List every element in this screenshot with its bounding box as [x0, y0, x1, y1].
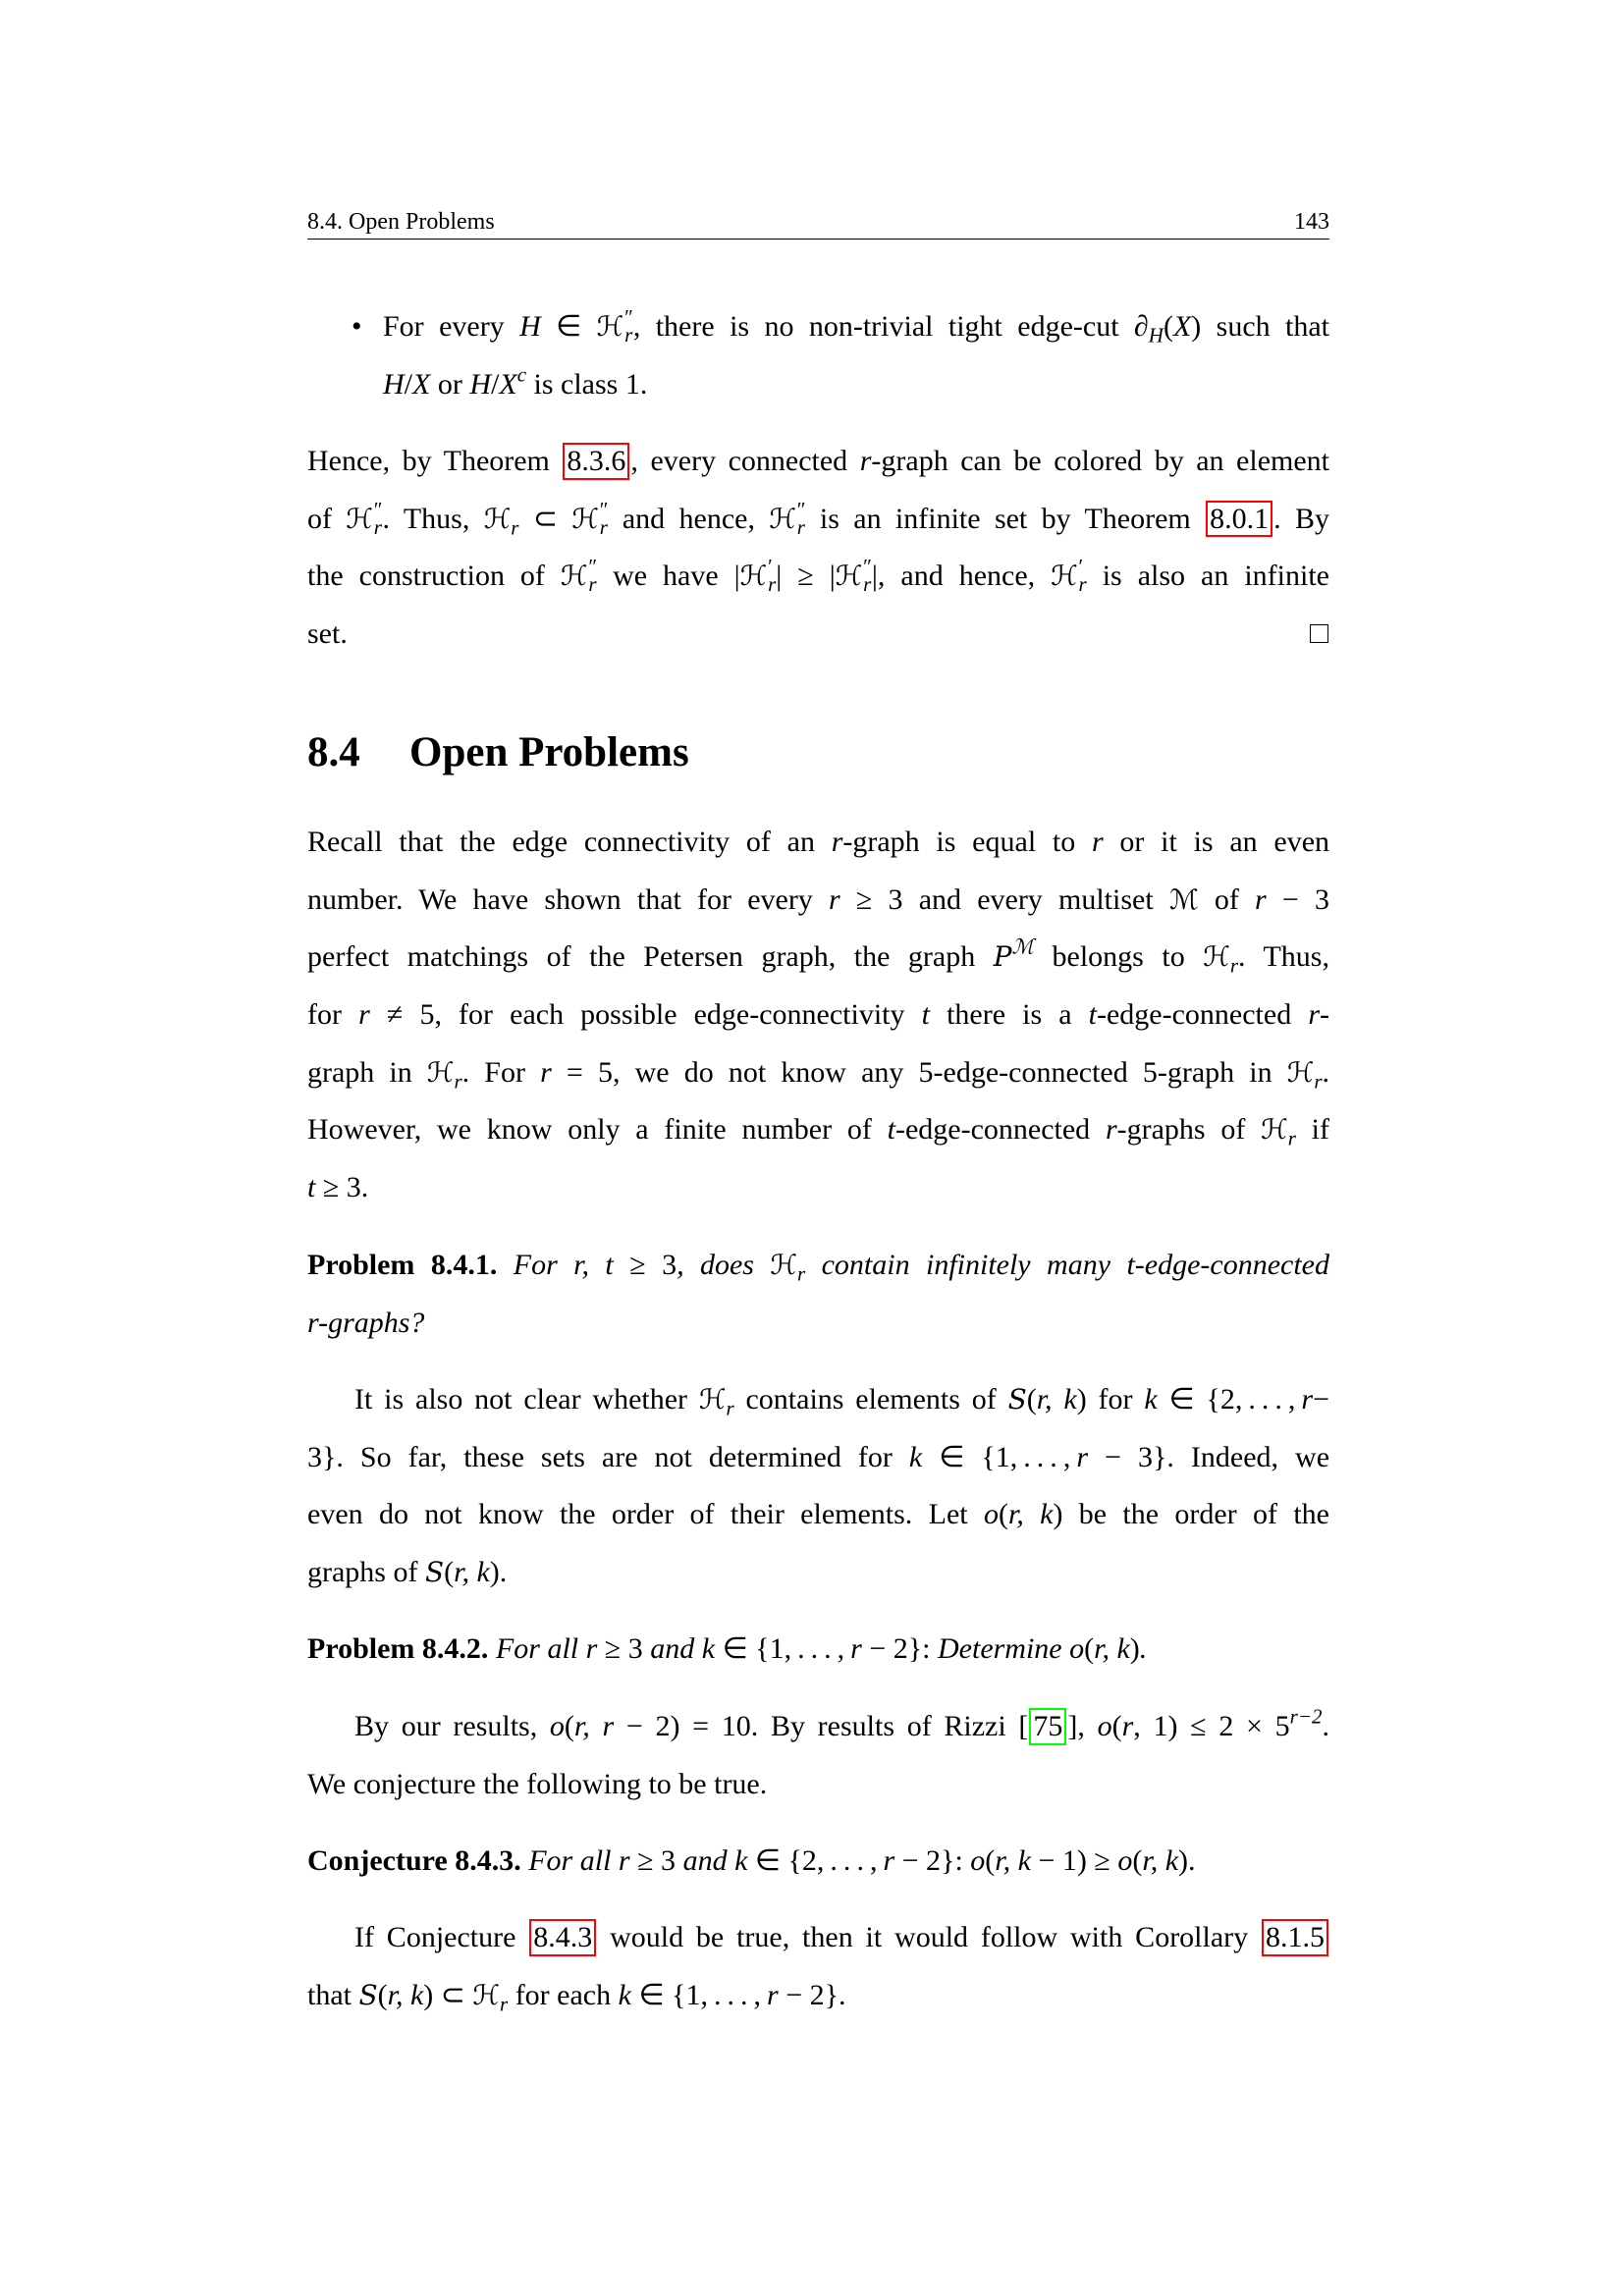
math-variable: r	[883, 1844, 895, 1877]
text-run: ) be the order of the	[1053, 1498, 1329, 1531]
text-run: or	[430, 367, 470, 400]
calligraphic-symbol: ℋ	[1051, 560, 1078, 593]
text-run: . By	[1273, 502, 1329, 535]
subscript: r	[768, 572, 777, 597]
bullet-symbol: •	[352, 310, 362, 343]
bullet-item	[307, 298, 1329, 413]
bold-label: Conjecture 8.4.3.	[307, 1844, 521, 1877]
text-run: (	[444, 1556, 455, 1589]
text-line	[307, 1044, 1329, 1102]
text-run: ).	[1178, 1844, 1196, 1877]
text-run: If Conjecture	[354, 1921, 529, 1953]
paragraph-text	[307, 814, 1329, 1217]
section-number: 8.4	[307, 729, 360, 775]
text-run: and hence,	[608, 502, 770, 535]
text-run: is also an infinite	[1086, 560, 1329, 593]
text-run: if	[1295, 1113, 1329, 1147]
text-line-content	[307, 1556, 507, 1588]
text-line	[307, 1295, 1329, 1353]
math-variable: H	[383, 367, 405, 400]
text-line	[307, 1159, 1329, 1217]
cross-reference-link[interactable]: 8.4.3	[529, 1919, 596, 1956]
text-line-content	[307, 555, 1329, 597]
text-line-content	[307, 1055, 1330, 1094]
text-run: .	[1322, 1055, 1330, 1089]
text-run: -	[1320, 998, 1329, 1032]
math-variable: k	[701, 1632, 716, 1665]
subscript: r	[1078, 572, 1087, 597]
paragraph	[307, 1698, 1329, 1813]
text-line	[307, 606, 1329, 664]
text-line	[307, 1486, 1329, 1544]
text-line-content	[307, 1307, 424, 1339]
text-run: the construction of	[307, 560, 561, 593]
text-run: ∈	[540, 310, 597, 343]
text-line-content	[307, 1768, 767, 1800]
stacked-script	[863, 555, 872, 597]
math-variable: r	[859, 445, 872, 477]
conjecture-text	[307, 1833, 1329, 1891]
math-variable: t	[1126, 1249, 1135, 1281]
text-run: that	[307, 1978, 359, 2011]
text-line	[307, 491, 1329, 549]
calligraphic-symbol: ℋ	[571, 502, 599, 535]
text-run: , there is no non-trivial tight edge-cut ∂	[632, 310, 1149, 343]
text-run: . For	[461, 1055, 541, 1089]
stacked-script	[624, 305, 633, 347]
subscript: r	[500, 1991, 509, 2015]
problem-8-4-1	[307, 1237, 1329, 1352]
text-run: (	[1111, 1710, 1122, 1742]
text-run: there is a	[929, 998, 1089, 1032]
text-line	[307, 814, 1329, 872]
calligraphic-symbol: ℋ	[472, 1978, 500, 2011]
italic-text: and	[650, 1632, 702, 1665]
text-line-content	[307, 1441, 1329, 1473]
text-line-content	[354, 1704, 1330, 1742]
math-variable: X	[499, 367, 517, 400]
superscript: ″	[373, 497, 383, 521]
text-run: ∈ {1, . . . ,	[715, 1632, 851, 1665]
text-run: ∈ {2, . . . ,	[747, 1844, 884, 1877]
text-run: − 3	[1266, 882, 1329, 916]
math-variable: o	[970, 1844, 986, 1877]
italic-text: contain infinitely many	[805, 1249, 1127, 1281]
math-variable: X	[412, 367, 431, 400]
section-title: Open Problems	[409, 729, 689, 775]
text-run: graph in	[307, 1055, 427, 1089]
text-run: − 2}:	[861, 1632, 938, 1665]
math-variable: r	[1121, 1710, 1134, 1742]
text-run: number. We have shown that for every	[307, 882, 829, 916]
italic-text: , does	[677, 1249, 771, 1281]
calligraphic-symbol: ℋ	[1261, 1113, 1288, 1147]
superscript: ″	[624, 305, 633, 330]
text-run: ≠ 5, for each possible edge-connectivity	[369, 998, 922, 1032]
text-run: is an infinite set by Theorem	[805, 502, 1206, 535]
superscript: ′	[1078, 555, 1084, 579]
subscript: H	[1148, 323, 1164, 347]
subscript: r	[588, 572, 597, 597]
text-line	[307, 1909, 1329, 1967]
cross-reference-link[interactable]: 8.3.6	[563, 443, 629, 480]
text-line-content	[307, 1844, 1196, 1877]
text-line-content	[307, 445, 1329, 477]
text-run: = 5, we do not know any 5-edge-connected 5-graph in	[551, 1055, 1287, 1089]
text-line	[307, 356, 1329, 414]
text-line	[307, 1544, 1329, 1602]
math-variable: k	[908, 1440, 923, 1473]
math-variable: r	[767, 1978, 779, 2011]
calligraphic-symbol: S	[424, 1556, 445, 1589]
text-run: − 3}. Indeed, we	[1088, 1440, 1330, 1473]
math-variable: r, k	[1142, 1844, 1179, 1877]
italic-text: and	[682, 1844, 735, 1877]
calligraphic-symbol: ℋ	[426, 1055, 455, 1089]
math-variable: o	[1117, 1844, 1133, 1877]
text-run: (	[1163, 310, 1173, 343]
text-run: 3}. So far, these sets are not determined for	[307, 1440, 909, 1473]
superscript: ℳ	[1011, 934, 1035, 959]
math-variable: r	[1255, 882, 1267, 916]
superscript: c	[516, 362, 527, 387]
text-run: of	[307, 502, 347, 535]
text-run: (	[564, 1710, 574, 1742]
math-variable: t	[307, 1171, 316, 1204]
text-run: It is also not clear whether	[354, 1383, 699, 1415]
text-line	[307, 1698, 1329, 1756]
text-run: ).	[489, 1556, 508, 1589]
calligraphic-symbol: ℋ	[769, 502, 796, 535]
problem-text	[307, 1621, 1329, 1679]
superscript: r−2	[1289, 1704, 1323, 1729]
text-line	[307, 1756, 1329, 1814]
text-line-content	[307, 934, 1329, 978]
math-variable: r	[540, 1055, 552, 1089]
text-run: (	[1026, 1383, 1037, 1415]
text-run: -edge-connected	[1097, 998, 1309, 1032]
italic-text: -edge-connected	[1134, 1249, 1329, 1281]
subscript: r	[863, 572, 872, 597]
section-heading	[307, 723, 1329, 782]
math-variable: t	[1088, 998, 1097, 1032]
text-run: −	[1313, 1383, 1329, 1415]
text-run: . Thus,	[1238, 940, 1329, 974]
stacked-script	[373, 497, 383, 539]
text-run: Recall that the edge connectivity of an	[307, 826, 832, 858]
text-line-content	[307, 826, 1329, 858]
text-run: , 1) ≤ 2 × 5	[1133, 1710, 1290, 1742]
text-line-content	[383, 305, 1330, 347]
text-run: /	[491, 367, 500, 400]
text-run: set.	[307, 617, 348, 651]
text-run: (	[985, 1844, 996, 1877]
text-line-content	[307, 1632, 1147, 1665]
superscript: ″	[599, 497, 609, 521]
text-run: is class 1.	[526, 367, 648, 400]
text-run: of	[1198, 882, 1256, 916]
math-variable: r	[358, 998, 370, 1032]
math-variable: H	[469, 367, 492, 400]
math-variable: r, k	[1007, 1498, 1054, 1531]
stacked-script	[599, 497, 609, 539]
calligraphic-symbol: ℋ	[483, 502, 512, 535]
subscript: r	[454, 1069, 462, 1094]
math-variable: t	[887, 1113, 895, 1147]
calligraphic-symbol: ℋ	[346, 502, 373, 535]
text-run: − 2}:	[894, 1844, 971, 1877]
text-run: ≥ 3	[613, 1249, 677, 1281]
text-line-content	[307, 497, 1329, 539]
header-rule	[307, 239, 1329, 240]
calligraphic-symbol: ℋ	[739, 560, 768, 593]
text-run: We conjecture the following to be true.	[307, 1767, 768, 1800]
calligraphic-symbol: S	[1007, 1383, 1027, 1415]
math-variable: o	[1069, 1632, 1085, 1665]
text-run: .	[1322, 1710, 1330, 1742]
text-line-content	[354, 1383, 1329, 1420]
subscript: r	[511, 514, 519, 539]
math-variable: t	[921, 998, 930, 1032]
text-run: ⊂	[518, 502, 572, 535]
text-run: . Thus,	[382, 502, 484, 535]
text-run: would be true, then it would follow with Corollary	[597, 1921, 1261, 1953]
italic-text: .	[1139, 1632, 1148, 1665]
text-run: for	[307, 998, 359, 1032]
text-run: (	[998, 1498, 1008, 1531]
math-variable: r, r	[573, 1710, 615, 1742]
paragraph	[307, 1371, 1329, 1602]
text-run: ≥ 3	[629, 1844, 683, 1877]
text-run: ∈ {1, . . . ,	[922, 1440, 1077, 1473]
text-run: − 2}.	[778, 1978, 846, 2011]
math-variable: r	[850, 1632, 862, 1665]
text-run: Hence, by Theorem	[307, 445, 563, 477]
text-line	[307, 1621, 1329, 1679]
calligraphic-symbol: ℳ	[1168, 882, 1199, 916]
paragraph	[307, 1909, 1329, 2024]
stacked-script	[1078, 555, 1087, 597]
text-run: -edge-connected	[894, 1113, 1106, 1147]
text-line	[307, 1101, 1329, 1159]
text-run: or it is an even	[1103, 826, 1330, 858]
text-line	[307, 1429, 1329, 1487]
text-run: (	[1084, 1632, 1095, 1665]
italic-text: For all	[520, 1844, 619, 1877]
math-variable: r, k	[1094, 1632, 1130, 1665]
text-run: ) such that	[1191, 310, 1330, 343]
stacked-script	[588, 555, 598, 597]
calligraphic-symbol: S	[358, 1978, 378, 2011]
bold-label: Problem 8.4.2.	[307, 1632, 489, 1665]
paragraph-text	[307, 1371, 1329, 1602]
text-line-content	[383, 362, 648, 400]
bold-label: Problem 8.4.1.	[307, 1249, 498, 1281]
text-line	[307, 987, 1329, 1044]
superscript: ″	[588, 555, 598, 579]
math-variable: o	[1097, 1710, 1112, 1742]
running-title: 8.4. Open Problems	[307, 209, 495, 235]
stacked-script	[796, 497, 806, 539]
math-variable: r, k	[1036, 1383, 1077, 1415]
math-variable: r, k	[454, 1556, 490, 1589]
calligraphic-symbol: ℋ	[1203, 940, 1230, 974]
subscript: r	[373, 514, 382, 539]
superscript: ′	[768, 555, 773, 579]
text-run: ∈ {2, . . . ,	[1157, 1383, 1302, 1415]
paragraph-text	[307, 433, 1329, 664]
math-variable: r	[618, 1844, 630, 1877]
text-line-content	[307, 998, 1329, 1031]
intro-paragraph	[307, 814, 1329, 1217]
superscript: ″	[863, 555, 872, 579]
text-run: ],	[1067, 1710, 1098, 1742]
math-variable: r	[307, 1306, 319, 1339]
math-variable: o	[549, 1710, 565, 1742]
math-variable: k	[618, 1978, 631, 2011]
text-line-content	[307, 1171, 368, 1203]
text-run: ) for	[1076, 1383, 1145, 1415]
proof-conclusion-paragraph	[307, 433, 1329, 664]
text-line-content	[307, 883, 1329, 916]
text-line-content	[307, 1498, 1329, 1530]
text-run: -graph can be colored by an element	[871, 445, 1330, 477]
cross-reference-link[interactable]: 8.1.5	[1262, 1919, 1328, 1956]
text-run: , every connected	[630, 445, 860, 477]
text-line	[307, 929, 1329, 987]
math-variable: r	[1308, 998, 1320, 1032]
text-run: However, we know only a finite number of	[307, 1113, 888, 1147]
subscript: r	[624, 322, 633, 347]
subscript: r	[796, 1261, 806, 1286]
text-line-content	[307, 1249, 1329, 1286]
text-run: ) ⊂	[423, 1978, 473, 2011]
paragraph-text	[307, 1909, 1329, 2024]
math-variable: k	[734, 1844, 748, 1877]
citation-link[interactable]: 75	[1029, 1708, 1066, 1745]
text-run: ∈ {1, . . . ,	[630, 1978, 768, 2011]
calligraphic-symbol: P	[993, 940, 1012, 974]
math-variable: r	[1076, 1440, 1089, 1473]
text-run: By our results,	[354, 1710, 550, 1742]
problem-8-4-2	[307, 1621, 1329, 1679]
calligraphic-symbol: ℋ	[698, 1383, 727, 1415]
text-run: perfect matchings of the Petersen graph, the graph	[307, 940, 994, 974]
page-number: 143	[1294, 209, 1329, 235]
qed-symbol	[1310, 624, 1328, 643]
text-run: contains elements of	[733, 1383, 1008, 1415]
text-run: we have |	[597, 560, 740, 593]
math-variable: r, k	[995, 1844, 1031, 1877]
text-run: -graphs of	[1116, 1113, 1262, 1147]
paragraph-text	[307, 1698, 1329, 1813]
italic-text: -graphs?	[318, 1306, 425, 1339]
text-run: For every	[383, 310, 520, 343]
math-variable: H	[519, 310, 541, 343]
text-line-content	[307, 617, 348, 650]
math-variable: o	[983, 1498, 999, 1531]
running-header	[307, 207, 1329, 237]
subscript: r	[796, 514, 805, 539]
calligraphic-symbol: ℋ	[1286, 1055, 1315, 1089]
text-run: ≥ 3 and every multiset	[839, 882, 1169, 916]
bullet-item-text	[307, 298, 1329, 413]
italic-text: For	[497, 1249, 574, 1281]
text-run: (	[377, 1978, 388, 2011]
cross-reference-link[interactable]: 8.0.1	[1206, 501, 1272, 538]
problem-text	[307, 1237, 1329, 1352]
math-variable: r	[1091, 826, 1104, 858]
text-run: − 2) = 10. By results of Rizzi [	[614, 1710, 1029, 1742]
text-run: ≥ 3	[597, 1632, 651, 1665]
text-line-content	[354, 1921, 1329, 1953]
text-line	[307, 1237, 1329, 1295]
text-line	[307, 1967, 1329, 2025]
text-line	[307, 433, 1329, 491]
math-variable: k	[1144, 1383, 1158, 1415]
text-line-content	[307, 1113, 1329, 1150]
calligraphic-symbol: ℋ	[560, 560, 588, 593]
math-variable: r	[1301, 1383, 1314, 1415]
subscript: r	[1229, 953, 1238, 978]
text-run: even do not know the order of their elements. Let	[307, 1498, 984, 1531]
text-line	[307, 1833, 1329, 1891]
math-variable: X	[1172, 310, 1192, 343]
calligraphic-symbol: ℋ	[835, 560, 863, 593]
subscript: r	[599, 514, 608, 539]
text-run: -graph is equal to	[842, 826, 1092, 858]
subscript: r	[1287, 1126, 1296, 1150]
text-run: ≥ 3.	[315, 1171, 369, 1204]
text-run: belongs to	[1034, 940, 1204, 974]
math-variable: r	[585, 1632, 598, 1665]
text-line-content	[307, 1978, 846, 2015]
math-variable: r	[831, 826, 843, 858]
italic-text: Determine	[938, 1632, 1070, 1665]
calligraphic-symbol: ℋ	[596, 310, 624, 343]
text-run: for each	[508, 1978, 619, 2011]
text-run: |, and hence,	[871, 560, 1052, 593]
superscript: ″	[796, 497, 806, 521]
text-line	[307, 298, 1329, 356]
text-line	[307, 872, 1329, 930]
math-variable: r	[1105, 1113, 1117, 1147]
math-variable: r, t	[573, 1249, 614, 1281]
text-run: )	[1129, 1632, 1140, 1665]
text-run: graphs of	[307, 1556, 425, 1589]
math-variable: r	[829, 882, 840, 916]
text-line	[307, 1371, 1329, 1429]
math-variable: r, k	[387, 1978, 424, 2011]
subscript: r	[1314, 1069, 1323, 1094]
text-run: /	[404, 367, 413, 400]
text-run: | ≥ |	[776, 560, 836, 593]
text-line	[307, 548, 1329, 606]
conjecture-8-4-3	[307, 1833, 1329, 1891]
text-run: (	[1132, 1844, 1143, 1877]
italic-text: For all	[488, 1632, 586, 1665]
subscript: r	[726, 1396, 734, 1420]
calligraphic-symbol: ℋ	[770, 1249, 797, 1281]
text-run: − 1) ≥	[1030, 1844, 1118, 1877]
